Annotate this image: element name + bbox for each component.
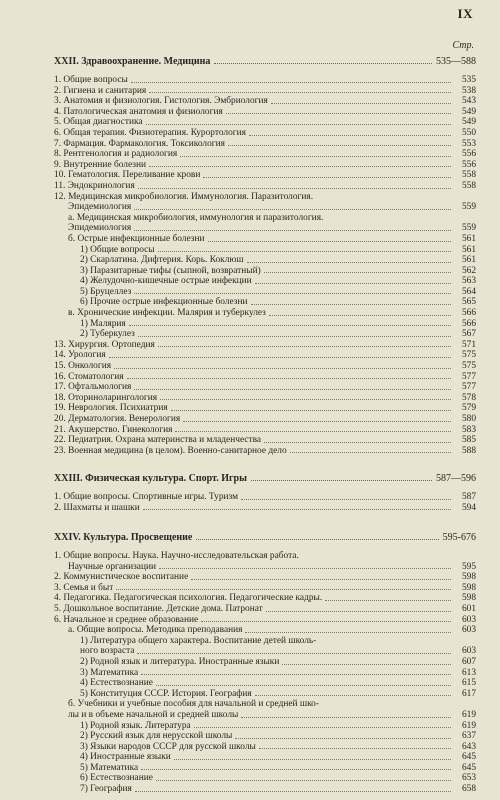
dot-leader (159, 568, 451, 569)
toc-entry (54, 625, 476, 636)
toc-entry-text: 2) Русский язык для нерусской школы (80, 731, 233, 742)
toc-entry-text: 2) Родной язык и литература. Иностранные языки (80, 656, 280, 667)
toc-entry (54, 699, 476, 710)
dot-leader (138, 188, 451, 189)
dot-leader (183, 421, 451, 422)
toc-entry-page: 558 (461, 180, 476, 191)
toc-entry-text: 3. Анатомия и физиология. Гистология. Эмбриология (54, 96, 268, 107)
toc-entry-page: 580 (461, 414, 476, 424)
toc-entry-text: б. Учебники и учебные пособия для начальной и средней шко- (68, 699, 319, 710)
toc-entry (54, 763, 476, 774)
toc-entry (54, 107, 476, 118)
toc-entry (54, 731, 476, 742)
section-heading (54, 56, 476, 71)
toc-entry-page: 549 (461, 106, 476, 117)
dot-leader (247, 262, 451, 263)
toc-entry-text: 4) Естествознание (80, 678, 153, 689)
toc-entry (54, 773, 476, 784)
toc-entry-text: 3) Математика (80, 667, 139, 678)
toc-entry (54, 117, 476, 128)
dot-leader (175, 431, 451, 432)
toc-entry-text: 6) Прочие острые инфекционные болезни (80, 297, 248, 308)
toc-entry-text: 17. Офтальмология (54, 382, 132, 393)
toc-section (54, 532, 476, 795)
dot-leader (208, 241, 451, 242)
dot-leader (156, 685, 451, 686)
toc-entry-text: 5. Общая диагностика (54, 117, 143, 128)
dot-leader (158, 251, 451, 252)
dot-leader (290, 452, 451, 453)
toc-entry (54, 425, 476, 436)
toc-entry-page: 577 (461, 371, 476, 382)
toc-entry-page: 607 (461, 656, 476, 667)
toc-entry-text: 23. Военная медицина (в целом). Военно-санитарное дело (54, 445, 287, 456)
toc-entry (54, 678, 476, 689)
toc-entry (54, 128, 476, 139)
toc-entry (54, 752, 476, 763)
toc-entry-page: 549 (461, 117, 476, 128)
toc-entry (54, 393, 476, 404)
toc-entry (54, 213, 476, 224)
toc-entry (54, 414, 476, 425)
toc-entry-text: 6) Естествознание (80, 773, 153, 784)
toc-entry-page: 556 (461, 159, 476, 170)
dot-leader (214, 63, 432, 64)
dot-leader (269, 315, 451, 316)
toc-entry-text: 4) Иностранные языки (80, 752, 171, 763)
toc-entry-page: 559 (461, 202, 476, 213)
dot-leader (325, 600, 451, 601)
toc-entry-text: 3) Паразитарные тифы (сыпной, возвратный) (80, 265, 261, 276)
dot-leader (174, 759, 451, 760)
dot-leader (134, 389, 451, 390)
toc-entry (54, 710, 476, 721)
toc-entry-page: 578 (461, 392, 476, 403)
toc-entry-text: 1) Общие вопросы (80, 244, 155, 255)
toc-entry (54, 181, 476, 192)
toc-entry-text: 12. Медицинская микробиология. Иммунология. Паразитология. (54, 191, 314, 202)
dot-leader (264, 442, 451, 443)
toc-entry-page: 613 (461, 667, 476, 678)
dot-leader (149, 166, 451, 167)
dot-leader (228, 145, 451, 146)
dot-leader (134, 293, 451, 294)
toc-entry-page: 558 (461, 170, 476, 181)
toc-entry-page: 565 (461, 297, 476, 308)
toc-section (54, 473, 476, 513)
toc-entry-text: 14. Урология (54, 350, 106, 361)
section-title: XXIV. Культура. Просвещение (54, 532, 193, 543)
toc-entry-page: 598 (461, 582, 476, 593)
dot-leader (129, 325, 451, 326)
toc-entry (54, 721, 476, 732)
toc-entry-page: 603 (461, 614, 476, 625)
toc-entry-page: 563 (461, 276, 476, 287)
dot-leader (203, 177, 451, 178)
toc-entry-text: 1) Литература общего характера. Воспитание детей школь- (80, 635, 317, 646)
toc-entry-text: Эпидемиология (68, 223, 132, 234)
toc-entry-text: 7. Фармация. Фармакология. Токсикология (54, 138, 225, 149)
toc-entry (54, 170, 476, 181)
toc-entry-text: 13. Хирургия. Ортопедия (54, 339, 155, 350)
toc-entry-text: 7) География (80, 784, 132, 795)
dot-leader (116, 589, 451, 590)
dot-leader (160, 399, 451, 400)
toc-entry-text: 4. Педагогика. Педагогическая психология. Педагогические кадры. (54, 593, 323, 604)
dot-leader (191, 579, 451, 580)
dot-leader (266, 611, 451, 612)
dot-leader (127, 378, 451, 379)
toc-entry (54, 446, 476, 457)
page-column-label: Стр. (452, 40, 474, 51)
dot-leader (194, 727, 451, 728)
dot-leader (131, 82, 451, 83)
section-heading (54, 532, 476, 547)
toc-entry-text: 9. Внутренние болезни (54, 159, 146, 170)
dot-leader (255, 283, 451, 284)
toc-entry-text: Научные организации (68, 561, 157, 572)
dot-leader (241, 717, 451, 718)
dot-leader (134, 230, 451, 231)
toc-entry-text: 6. Общая терапия. Физиотерапия. Курортология (54, 127, 246, 138)
toc-entry-page: 561 (461, 233, 476, 244)
dot-leader (271, 103, 451, 104)
toc-entry (54, 636, 476, 647)
toc-entry (54, 604, 476, 615)
toc-entry-page: 559 (461, 223, 476, 234)
toc-entry-text: 5) Конституция СССР. История. География (80, 688, 252, 699)
toc-entry-page: 564 (461, 286, 476, 297)
toc-entry-page: 571 (461, 339, 476, 350)
dot-leader (282, 664, 451, 665)
toc-entry-page: 567 (461, 329, 476, 340)
toc-entry (54, 646, 476, 657)
toc-entry (54, 287, 476, 298)
toc-entry-text: 20. Дерматология. Венерология (54, 414, 181, 424)
toc-entry-page: 617 (461, 688, 476, 699)
toc-entry (54, 403, 476, 414)
toc-entry (54, 435, 476, 446)
section-heading (54, 473, 476, 488)
toc-entry-text: 2) Туберкулез (80, 329, 135, 340)
dot-leader (158, 346, 451, 347)
dot-leader (255, 695, 451, 696)
toc-entry-text: 18. Оториноларингология (54, 392, 158, 403)
toc-entry-text: 2) Скарлатина. Дифтерия. Корь. Коклюш (80, 255, 244, 266)
section-entries (54, 492, 476, 513)
toc-entry-text: 1. Общие вопросы (54, 75, 128, 85)
toc-entry-text: 4) Желудочно-кишечные острые инфекции (80, 276, 252, 287)
dot-leader (180, 156, 451, 157)
toc-section (54, 56, 476, 456)
section-entries (54, 551, 476, 795)
dot-leader (264, 272, 451, 273)
toc-entry (54, 245, 476, 256)
toc-entry-page: 583 (461, 424, 476, 435)
toc-entry (54, 503, 476, 514)
toc-entry-text: 10. Гематология. Переливание крови (54, 170, 201, 181)
toc-entry-text: 11. Эндокринология (54, 180, 135, 191)
dot-leader (251, 304, 452, 305)
toc-entry-text: 1) Родной язык. Литература (80, 720, 191, 731)
toc-entry-page: 619 (461, 720, 476, 731)
dot-leader (138, 336, 451, 337)
dot-leader (171, 410, 451, 411)
toc-entry-text: 3) Языки народов СССР для русской школы (80, 741, 256, 752)
toc-entry (54, 562, 476, 573)
toc-entry (54, 308, 476, 319)
section-page-range: 535—588 (436, 56, 476, 67)
dot-leader (235, 738, 451, 739)
toc-entry-page: 566 (461, 318, 476, 329)
toc-entry (54, 361, 476, 372)
toc-entry (54, 689, 476, 700)
toc-entry-page: 556 (461, 149, 476, 160)
toc-entry-text: 16. Стоматология (54, 371, 124, 382)
dot-leader (114, 368, 451, 369)
toc-entry-text: 5) Математика (80, 762, 139, 773)
dot-leader (137, 653, 451, 654)
toc-entry-page: 566 (461, 308, 476, 319)
toc-entry-page: 645 (461, 752, 476, 763)
dot-leader (109, 357, 451, 358)
toc-entry-page: 643 (461, 741, 476, 752)
toc-entry (54, 266, 476, 277)
toc-entry-text: 15. Онкология (54, 361, 112, 372)
toc-entry (54, 75, 476, 86)
section-page-range: 595-676 (442, 532, 476, 543)
toc-entry (54, 742, 476, 753)
toc-entry-page: 585 (461, 435, 476, 446)
toc-entry (54, 784, 476, 795)
toc-entry-page: 637 (461, 731, 476, 742)
toc-entry-page: 550 (461, 127, 476, 138)
toc-entry (54, 149, 476, 160)
toc-entry-page: 601 (461, 603, 476, 614)
toc-entry-page: 553 (461, 138, 476, 149)
toc-entry-page: 538 (461, 85, 476, 96)
toc-entry (54, 202, 476, 213)
section-page-range: 587—596 (436, 473, 476, 484)
toc-entry-page: 562 (461, 265, 476, 276)
toc-entry-text: 8. Рентгенология и радиология (54, 149, 178, 160)
toc-entry (54, 350, 476, 361)
toc-entry (54, 593, 476, 604)
dot-leader (201, 621, 451, 622)
toc-entry-text: а. Медицинская микробиология, иммунология и паразитология. (68, 212, 324, 223)
dot-leader (259, 748, 451, 749)
toc-entry-text: 19. Неврология. Психиатрия (54, 403, 168, 414)
toc-entry-page: 543 (461, 96, 476, 107)
toc-entry (54, 657, 476, 668)
toc-entry-text: 5) Бруцеллез (80, 286, 132, 297)
dot-leader (245, 632, 451, 633)
toc-entry (54, 160, 476, 171)
toc-entry-page: 535 (461, 75, 476, 85)
toc-entry-page: 603 (461, 646, 476, 657)
section-title: XXII. Здравоохранение. Медицина (54, 56, 211, 67)
toc-entry-text: 2. Коммунистическое воспитание (54, 572, 189, 583)
dot-leader (149, 92, 451, 93)
toc-entry (54, 192, 476, 203)
toc-entry (54, 96, 476, 107)
toc-entry-page: 598 (461, 572, 476, 583)
dot-leader (196, 539, 438, 540)
toc-entry (54, 615, 476, 626)
toc-entry (54, 382, 476, 393)
toc-entry-text: ного возраста (80, 646, 135, 657)
toc-entry (54, 139, 476, 150)
section-entries (54, 75, 476, 456)
toc-entry-text: 21. Акушерство. Гинекология (54, 424, 173, 435)
toc-entry (54, 297, 476, 308)
toc-entry-text: 22. Педиатрия. Охрана материнства и младенчества (54, 435, 262, 446)
toc-entry-text: 5. Дошкольное воспитание. Детские дома. Патронат (54, 603, 263, 614)
toc-entry-text: 6. Начальное и среднее образование (54, 614, 199, 625)
toc-entry-page: 594 (461, 502, 476, 513)
toc-entry (54, 372, 476, 383)
toc-entry-page: 645 (461, 762, 476, 773)
toc-entry (54, 86, 476, 97)
dot-leader (134, 209, 451, 210)
toc-entry (54, 329, 476, 340)
toc-entry (54, 234, 476, 245)
toc-entry-page: 658 (461, 784, 476, 795)
toc-entry (54, 340, 476, 351)
dot-leader (135, 791, 451, 792)
dot-leader (241, 499, 451, 500)
page-number: IX (457, 6, 473, 21)
dot-leader (143, 509, 451, 510)
toc-entry-page: 577 (461, 382, 476, 393)
toc-entry-page: 595 (461, 561, 476, 572)
dot-leader (156, 780, 451, 781)
toc-entry-text: лы и в объеме начальной и средней школы (68, 709, 239, 720)
dot-leader (141, 769, 451, 770)
toc-entry-text: б. Острые инфекционные болезни (68, 233, 205, 244)
toc-entry-page: 619 (461, 709, 476, 720)
toc-entry-page: 588 (461, 445, 476, 456)
toc-entry-page: 587 (461, 492, 476, 502)
toc-entry-page: 615 (461, 678, 476, 689)
toc-entry-text: 2. Гигиена и санитария (54, 85, 147, 96)
toc-entry-page: 575 (461, 350, 476, 361)
toc-entry (54, 551, 476, 562)
toc-entry-page: 575 (461, 361, 476, 372)
toc-entry (54, 255, 476, 266)
toc-entry-text: 1) Малярия (80, 318, 126, 329)
toc-entry (54, 276, 476, 287)
dot-leader (251, 480, 432, 481)
toc-entry-page: 561 (461, 255, 476, 266)
toc-entry-page: 653 (461, 773, 476, 784)
toc-entry (54, 223, 476, 234)
dot-leader (249, 135, 451, 136)
toc-entry-text: 2. Шахматы и шашки (54, 502, 140, 513)
toc-entry-text: 3. Семья и быт (54, 582, 114, 593)
toc-entry (54, 319, 476, 330)
toc-entry (54, 492, 476, 503)
toc-entry-text: Эпидемиология (68, 202, 132, 213)
dot-leader (226, 113, 451, 114)
toc-entry-page: 579 (461, 403, 476, 414)
toc-entry-text: в. Хронические инфекции. Малярия и туберкулез (68, 308, 266, 319)
toc-entry-text: 4. Патологическая анатомия и физиология (54, 106, 223, 117)
section-title: XXIII. Физическая культура. Спорт. Игры (54, 473, 247, 484)
toc-entry (54, 572, 476, 583)
toc-entry (54, 583, 476, 594)
dot-leader (141, 674, 451, 675)
toc-entry-page: 603 (461, 625, 476, 636)
toc-entry-text: а. Общие вопросы. Методика преподавания (68, 625, 243, 636)
toc-entry-text: 1. Общие вопросы. Наука. Научно-исследовательская работа. (54, 551, 299, 561)
toc-entry-text: 1. Общие вопросы. Спортивные игры. Туризм (54, 492, 239, 502)
dot-leader (146, 124, 451, 125)
toc-entry (54, 668, 476, 679)
toc-entry-page: 598 (461, 593, 476, 604)
toc-entry-page: 561 (461, 244, 476, 255)
